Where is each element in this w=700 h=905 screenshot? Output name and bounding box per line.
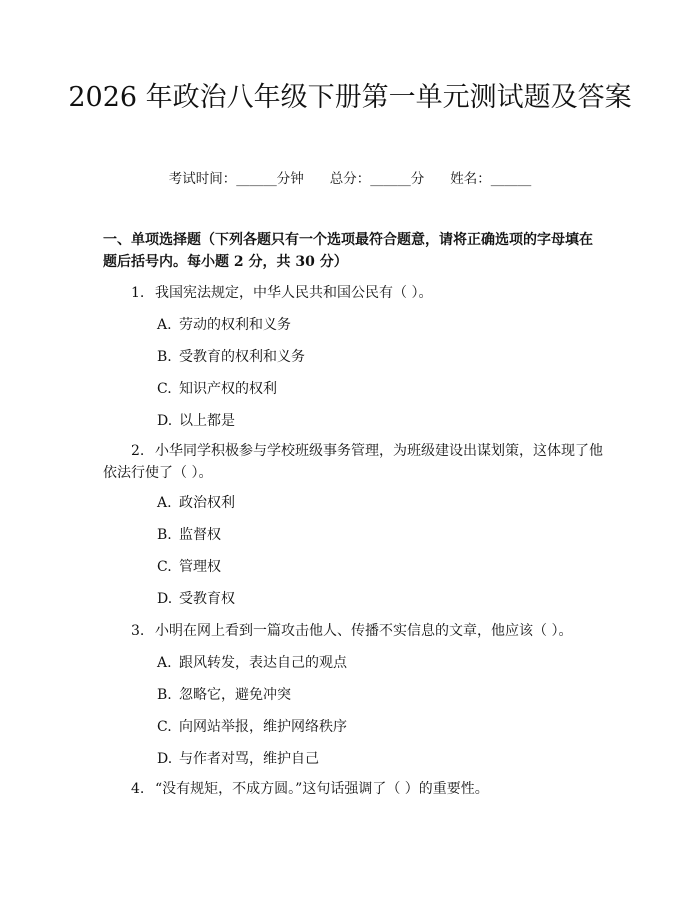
question-text: 小明在网上看到一篇攻击他人、传播不实信息的文章，他应该（ ）。 — [155, 623, 573, 639]
question-number: 2. — [131, 443, 145, 459]
question-text: 小华同学积极参与学校班级事务管理，为班级建设出谋划策，这体现了他依法行使了（ ）。 — [103, 443, 603, 481]
exam-info — [0, 170, 700, 188]
option-2-a: A. 政治权利 — [157, 495, 235, 511]
option-3-b: B. 忽略它，避免冲突 — [157, 687, 291, 703]
question-1 — [103, 282, 603, 304]
question-2 — [103, 440, 603, 484]
option-2-d: D. 受教育权 — [157, 591, 235, 607]
question-number: 4. — [131, 781, 145, 797]
option-3-a: A. 跟风转发，表达自己的观点 — [157, 655, 347, 671]
question-number: 3. — [131, 623, 145, 639]
total-score-label: 总分：______分 — [329, 171, 425, 187]
question-number: 1. — [131, 285, 145, 301]
exam-time-label: 考试时间：______分钟 — [168, 171, 304, 187]
question-4 — [103, 778, 603, 800]
option-1-c: C. 知识产权的权利 — [157, 381, 277, 397]
question-text: 我国宪法规定，中华人民共和国公民有（ ）。 — [155, 285, 433, 301]
option-1-a: A. 劳动的权利和义务 — [157, 317, 291, 333]
option-3-c: C. 向网站举报，维护网络秩序 — [157, 719, 347, 735]
student-name-label: 姓名：______ — [450, 171, 532, 187]
option-2-b: B. 监督权 — [157, 527, 221, 543]
document-title: 2026 年政治八年级下册第一单元测试题及答案 — [68, 82, 632, 113]
section-heading: 一、单项选择题（下列各题只有一个选项最符合题意，请将正确选项的字母填在题后括号内。每小题 2 分，共 30 分） — [103, 232, 593, 270]
option-1-d: D. 以上都是 — [157, 413, 235, 429]
option-2-c: C. 管理权 — [157, 559, 221, 575]
question-text: “没有规矩，不成方圆。”这句话强调了（ ）的重要性。 — [155, 781, 489, 797]
option-1-b: B. 受教育的权利和义务 — [157, 349, 305, 365]
question-3 — [103, 620, 603, 642]
option-3-d: D. 与作者对骂，维护自己 — [157, 751, 319, 767]
